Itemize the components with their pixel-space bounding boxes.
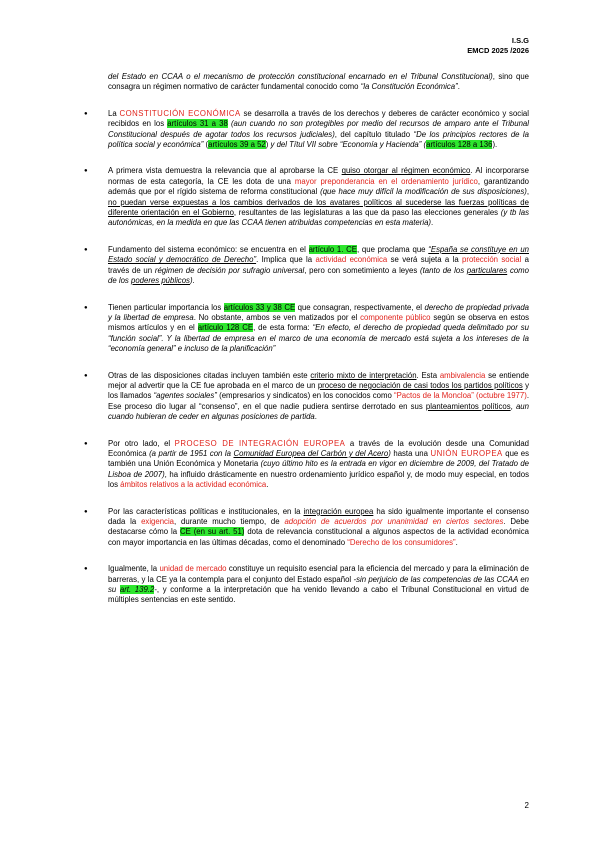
page-header [467,36,529,56]
text-segment: (a partir de 1951 con la [149,448,234,458]
text-segment: se entiende mejor al advertir que la CE fue aprobada en el marco de un [108,370,529,390]
text-segment: . Al incorporarse normas de esta categoría, la CE les dota de una [108,166,529,186]
text-segment: -sin perjuicio de las competencias de las CCAA en su [108,574,529,595]
text-segment: (empresarios y sindicatos) en los conocidos como [216,391,394,401]
text-segment: que es también una Unión Económica y Monetaria [108,448,529,469]
text-segment: , garantizando además que por el rígido sistema de reforma constitucional [108,176,530,197]
text-segment: PROCESO DE INTEGRACIÓN EUROPEA [174,438,346,448]
text-segment: integración europea [303,506,374,516]
text-segment: . [314,412,317,422]
text-segment: Tienen particular importancia los [108,302,224,312]
text-segment: A primera vista demuestra la relevancia que al aprobarse la CE [108,166,342,176]
text-segment: “España se constituye en un Estado social y democrático de Derecho” [108,244,529,265]
text-segment: ambivalencia [439,370,486,380]
text-segment: , durante mucho tiempo, de [174,517,285,526]
text-segment: no puedan verse expuestas a los cambios derivados de los avatares políticos al sucederse las fuerzas políticas de diferente orientación en el Gobierno [108,197,529,218]
text-segment: se verá sujeta a la [387,255,463,265]
header-author: I.S.G [511,36,529,45]
text-segment: planteamientos políticos [425,401,511,411]
text-segment: hasta una [390,448,431,458]
text-segment: “Pactos de la Moncloa” (octubre 1977) [394,391,527,401]
text-segment: ha sido igualmente importante el consenso dada la [108,506,529,526]
text-segment: a través de un [108,255,529,275]
text-segment: , que proclama que [357,244,429,254]
bullet-paragraph [92,245,529,287]
text-segment: artículo 128 CE [197,323,254,333]
text-segment: ámbitos relativos a la actividad económica [120,480,267,490]
bullet-list [92,109,529,606]
text-segment: (y tb las autonómicas, en la medida en que las CCAA tienen atribuidas competencias en esta materia) [108,208,530,228]
intro-text-4: . [457,82,460,92]
text-segment: Por otro lado, el [108,438,175,448]
text-segment: . Ese proceso dio lugar al “consenso”, en el que nadie pudiera sentirse derrotado en sus [108,391,529,411]
text-segment: “De los principios rectores de la política social y económica” [108,129,529,150]
text-segment: , [510,401,516,411]
text-segment: , pero con sometimiento a leyes [304,265,421,275]
intro-text-1: del Estado en CCAA o el mecanismo de protección constitucional encarnado en el Tribunal Constitucional) [108,72,493,81]
text-segment: art. 139.2 [119,585,155,595]
text-segment: se desarrolla a través de los derechos y deberes de carácter económico y social recibidos en los [108,108,529,129]
text-segment: UNIÓN EUROPEA [430,448,503,458]
document-body [92,72,529,606]
intro-paragraph [92,72,529,93]
text-segment: artículos 128 a 136 [426,140,493,150]
text-segment: particulares [466,265,508,275]
text-segment: ) [189,276,193,286]
bullet-paragraph [92,507,529,549]
text-segment: “agentes sociales” [153,391,217,401]
text-segment: . [266,480,269,490]
text-segment: ) [388,448,391,458]
text-segment: derecho de propiedad privada y la libertad de empresa [108,302,529,322]
text-segment: (aun cuando no son protegibles por medio del recursos de amparo ante el Tribunal Constitucional después de agotar todos los recursos judiciales) [108,119,530,139]
page-number: 2 [524,801,529,810]
bullet-paragraph [92,564,529,606]
text-segment: quiso otorgar al régimen económico [341,166,471,176]
text-segment: , y conforme a la interpretación que ha venido llevando a cabo el Tribunal Constitucional en virtud de múltiples sentencias en este sentido. [108,585,529,605]
text-segment: como de los [108,265,530,286]
header-course: EMCD 2025 /2026 [467,46,529,55]
text-segment: a través de la evolución desde una Comunidad Económica [108,438,529,458]
text-segment: . Debe destacarse cómo la [108,517,529,537]
text-segment: . [192,276,195,286]
text-segment: , [526,187,529,197]
text-segment: , resultantes de las legislaturas a las que da paso las elecciones generales [233,208,501,218]
text-segment: “En efecto, el derecho de propiedad queda delimitado por su “función social”. Y la libertad de empresa en el marco de una economía de mercado está sujeta a los intereses de la “economía general” e incluso de la planificación” [108,323,530,354]
text-segment: (tanto de los [420,265,467,275]
text-segment: criterio mixto de interpretación [310,370,417,380]
text-segment: constituye un requisito esencial para la eficiencia del mercado y para la eliminación de barreras, y la CE ya la contempla para el conjunto del Estado español [108,564,529,584]
text-segment: CE (en su art. 51) [179,527,245,537]
text-segment: ). [492,140,498,150]
text-segment: exigencia [141,517,175,526]
text-segment: . Implica que la [256,255,316,265]
text-segment: Por las características políticas e institucionales, en la [108,506,304,516]
text-segment: La [108,108,120,118]
text-segment: “Derecho de los consumidores” [347,537,456,547]
text-segment: adopción de acuerdos por unanimidad en ciertos sectores [284,517,504,526]
text-segment: Comunidad Europea del Carbón y del Acero [233,448,389,458]
text-segment: . No obstante, ambos se ven matizados por el [193,312,361,322]
bullet-paragraph [92,439,529,491]
text-segment: que consagran, respectivamente, el [295,302,425,312]
text-segment: , de esta forma: [253,323,313,333]
text-segment: Otras de las disposiciones citadas incluyen también este [108,370,311,380]
text-segment: artículo 1. CE [308,244,357,254]
text-segment: protección social [462,255,522,265]
text-segment: Fundamento del sistema económico: se encuentra en el [108,244,309,254]
text-segment: - [154,585,157,595]
bullet-paragraph [92,303,529,355]
text-segment: proceso de negociación de casi todos los partidos políticos [317,380,523,390]
text-segment: Igualmente, la [108,564,160,574]
text-segment: (cuyo último hito es la entrada en vigor en diciembre de 2009, del Tratado de Lisboa de 2007) [108,459,529,479]
intro-text-2: , sino que consagra un régimen normativo de carácter fundamental conocido como [108,72,529,92]
text-segment: poderes públicos [130,276,190,286]
text-segment: artículos 31 a 38 [167,119,228,129]
text-segment: , ha influido drásticamente en nuestro ordenamiento jurídico español y, de modo muy especial, en todos los [108,469,529,490]
text-segment: ( [203,140,209,150]
text-segment: dota de relevancia constitucional a algunos aspectos de la actividad económica con mayor importancia en las últimas décadas, como el denominado [108,527,529,547]
text-segment: según se observa en estos mismos artículos y en el [108,312,529,333]
text-segment: aun cuando hubieran de ceder en algunas posiciones de partida [108,401,529,422]
intro-text-3: “la Constitución Económica” [360,82,458,92]
text-segment: régimen de decisión por sufragio universal [154,265,305,275]
text-segment: artículos 33 y 38 CE [223,302,296,312]
bullet-paragraph [92,371,529,423]
text-segment: . Esta [416,370,440,380]
text-segment: . [431,218,434,228]
text-segment: y los llamados [108,380,529,401]
text-segment: y del Títul VII sobre “Economía y Hacienda” ( [270,140,427,150]
text-segment: unidad de mercado [159,564,227,574]
text-segment: actividad económica [315,255,388,265]
bullet-paragraph [92,109,529,151]
text-segment: ) [265,140,271,150]
text-segment: (que hace muy difícil la modificación de sus disposiciones) [320,187,527,197]
text-segment: componente público [360,312,431,322]
bullet-paragraph [92,166,529,228]
text-segment: , del capítulo titulado [334,129,414,139]
text-segment: mayor preponderancia en el ordenamiento jurídico [294,176,478,186]
text-segment: artículos 39 a 52 [208,140,266,150]
text-segment: CONSTITUCIÓN ECONÓMICA [119,108,241,118]
text-segment: . [455,537,458,547]
